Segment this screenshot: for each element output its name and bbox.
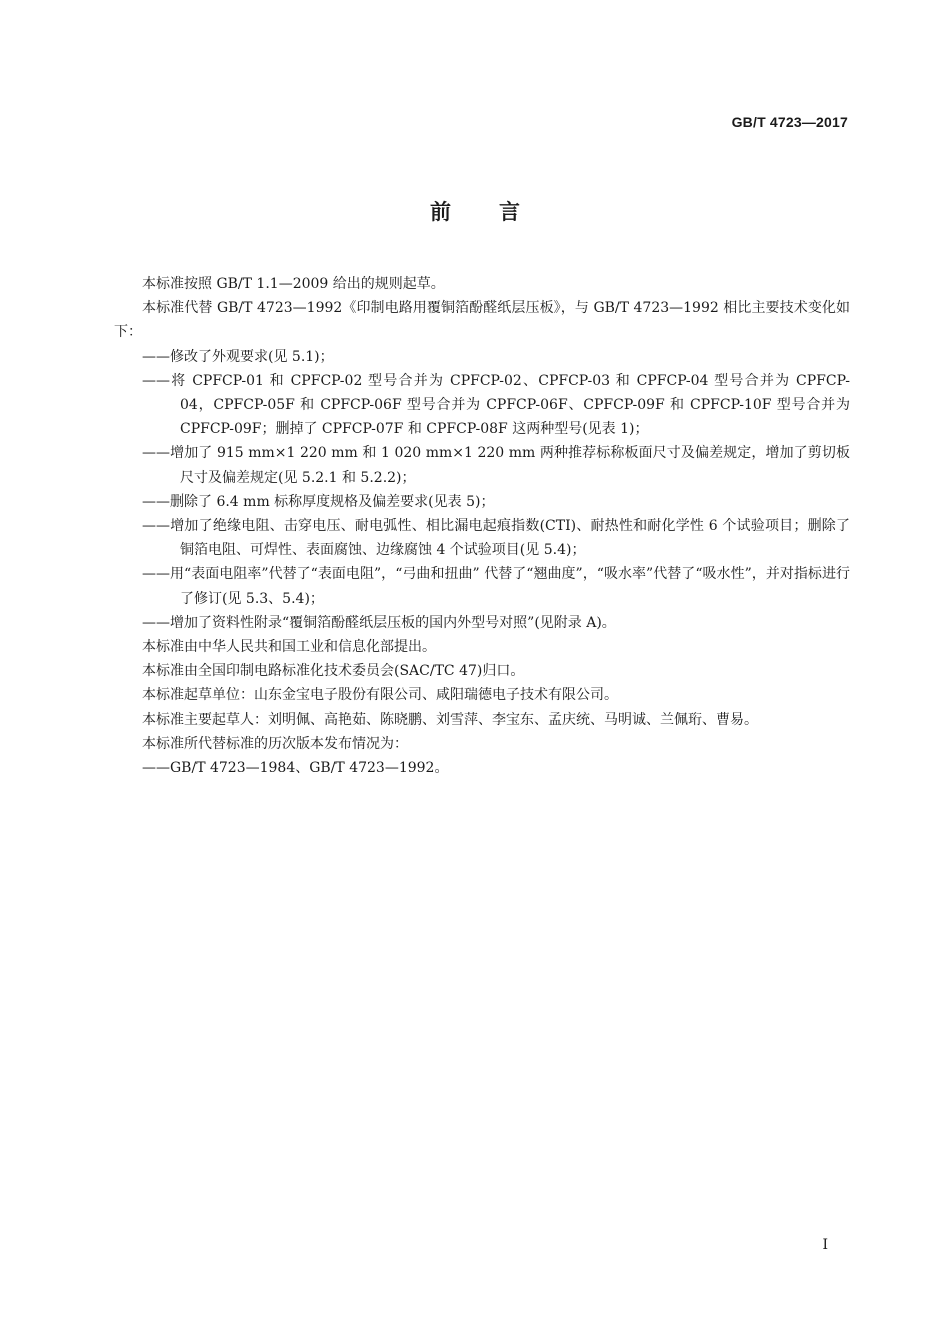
page-title bbox=[0, 196, 950, 226]
page-number: I bbox=[822, 1237, 828, 1253]
paragraph-drafting-units: 本标准起草单位：山东金宝电子股份有限公司、咸阳瑞德电子技术有限公司。 bbox=[142, 687, 618, 704]
paragraph-drafters: 本标准主要起草人：刘明佩、高艳茹、陈晓鹏、刘雪萍、李宝东、孟庆统、马明诚、兰佩珩、曹易。 bbox=[142, 711, 758, 728]
paragraph-previous-editions: 本标准所代替标准的历次版本发布情况为： bbox=[142, 735, 408, 752]
page-title-char-1: 前 bbox=[430, 200, 451, 224]
previous-editions-list: ——GB/T 4723—1984、GB/T 4723—1992。 bbox=[142, 760, 449, 777]
change-item-annex: ——增加了资料性附录“覆铜箔酚醛纸层压板的国内外型号对照”(见附录 A)。 bbox=[142, 614, 616, 631]
paragraph-replaces: 本标准代替 GB/T 4723—1992《印制电路用覆铜箔酚醛纸层压板》，与 GB/T 4723—1992 相比主要技术变化如下： bbox=[114, 300, 850, 341]
paragraph-administered-by: 本标准由全国印制电路标准化技术委员会(SAC/TC 47)归口。 bbox=[142, 663, 525, 680]
paragraph-drafting-rules: 本标准按照 GB/T 1.1—2009 给出的规则起草。 bbox=[142, 276, 445, 292]
change-item-thickness: ——删除了 6.4 mm 标称厚度规格及偏差要求(见表 5)； bbox=[142, 493, 495, 510]
change-item-model-merge: ——将 CPFCP-01 和 CPFCP-02 型号合并为 CPFCP-02、CPFCP-03 和 CPFCP-04 型号合并为 CPFCP-04，CPFCP-05F 和 CPFCP-06F 型号合并为 CPFCP-06F、CPFCP-09F 和 CPFCP-10F 型号合并为 CPFCP-09F；删掉了 CPFCP-07F 和 CPFCP-08F 这两种型号(见表 1)； bbox=[142, 372, 850, 438]
foreword-body bbox=[114, 272, 850, 780]
page-title-char-2: 言 bbox=[499, 200, 520, 224]
change-item-test-items: ——增加了绝缘电阻、击穿电压、耐电弧性、相比漏电起痕指数(CTI)、耐热性和耐化学性 6 个试验项目；删除了铜箔电阻、可焊性、表面腐蚀、边缘腐蚀 4 个试验项目(见 5.4)； bbox=[142, 518, 850, 559]
change-item-board-size: ——增加了 915 mm×1 220 mm 和 1 020 mm×1 220 mm 两种推荐标称板面尺寸及偏差规定，增加了剪切板尺寸及偏差规定(见 5.2.1 和 5.2.2)； bbox=[142, 445, 850, 486]
standard-number: GB/T 4723—2017 bbox=[731, 114, 848, 130]
change-item-appearance: ——修改了外观要求(见 5.1)； bbox=[142, 348, 334, 365]
paragraph-proposed-by: 本标准由中华人民共和国工业和信息化部提出。 bbox=[142, 639, 436, 656]
change-item-terminology: ——用“表面电阻率”代替了“表面电阻”，“弓曲和扭曲” 代替了“翘曲度”，“吸水率”代替了“吸水性”，并对指标进行了修订(见 5.3、5.4)； bbox=[142, 566, 850, 607]
